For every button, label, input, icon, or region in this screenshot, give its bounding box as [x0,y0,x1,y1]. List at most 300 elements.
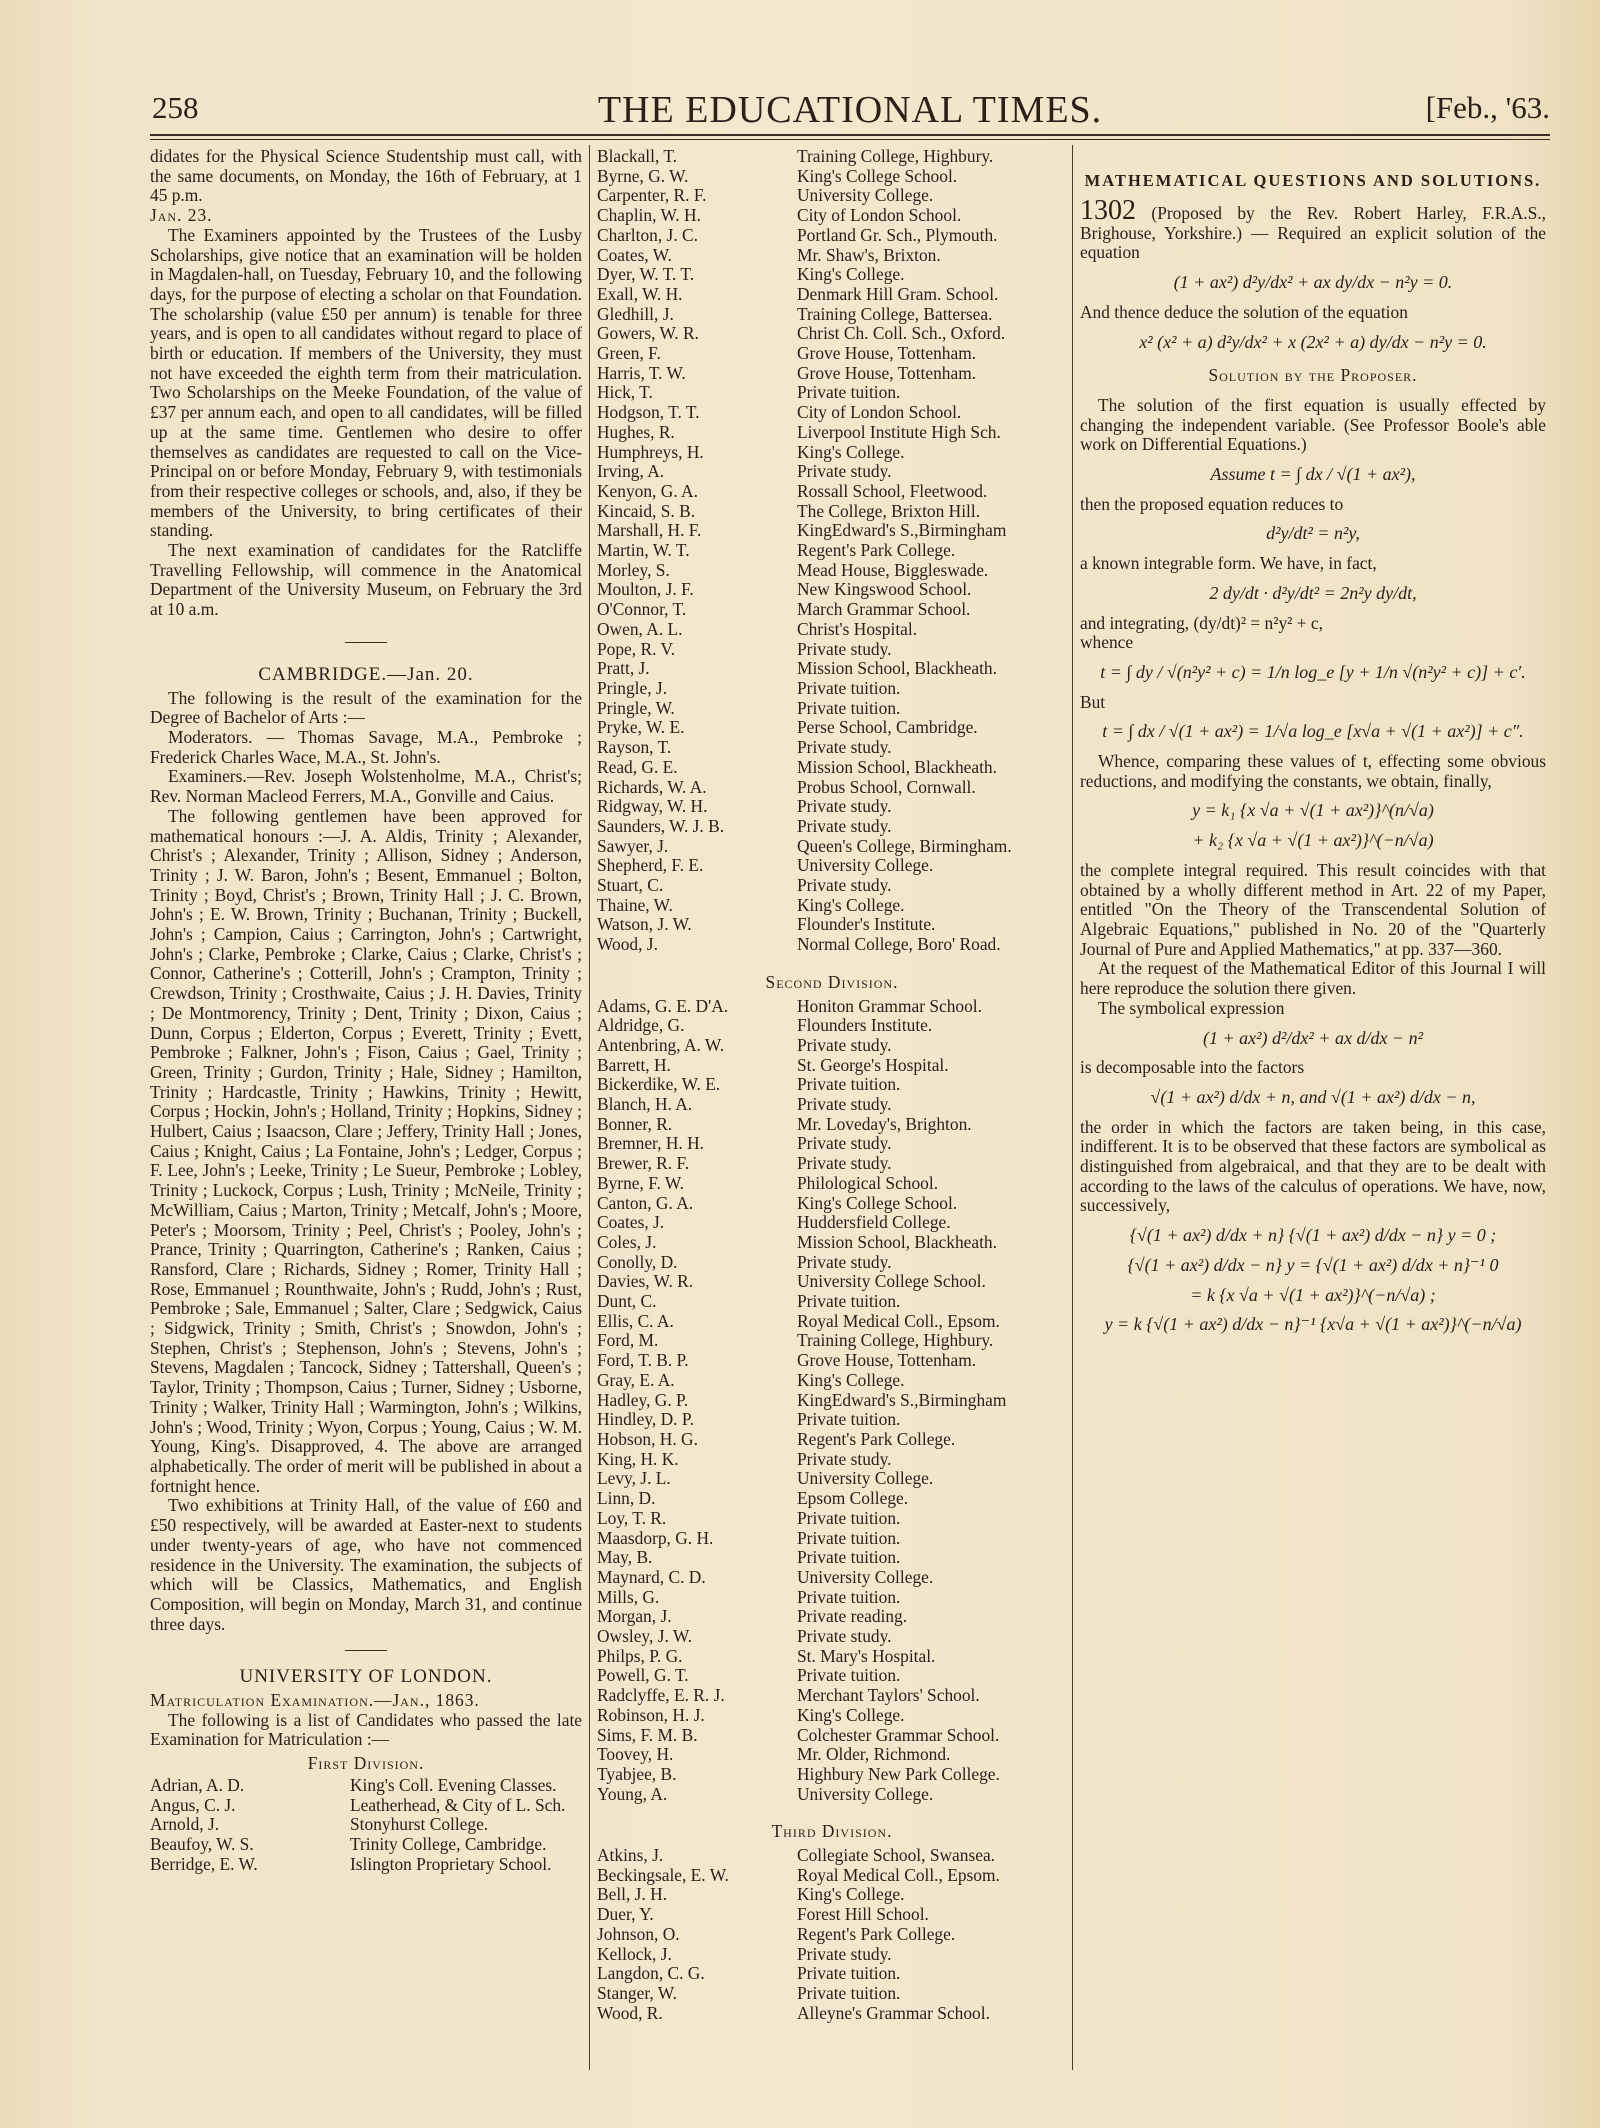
candidate-name: Johnson, O. [597,1923,680,1944]
paragraph: The Examiners appointed by the Trustees of the Lusby Scholarships, give notice that an examination will be holden in Magdalen-hall, on Tuesday, February 10, and the following days, for the purpose of electing a scholar on that Foundation. The scholarship (value £50 per annum) is tenable for three years, and is open to all candidates without regard to place of birth or education. If members of the University, they must not have exceeded the eighth term from their matriculation. Two Scholarships on the Meeke Foundation, of the value of £37 per annum each, and open to all candidates, will be filled up at the same time. Gentlemen who desire to offer themselves as candidates are requested to call on the Vice-Principal on or before Monday, February 9, with testimonials from their respective colleges or schools, and, also, if they be members of the University, to bring certificates of their standing. [150,224,582,541]
candidate-name: Hobson, H. G. [597,1429,698,1449]
candidate-name: Pryke, W. E. [597,717,685,738]
candidate-school: Mission School, Blackheath. [797,1231,997,1252]
question-number: 1302 [1080,195,1136,226]
list-row [597,1272,1067,1292]
list-row [597,403,1067,423]
equation: (1 + ax²) d²y/dx² + ax dy/dx − n²y = 0. [1173,272,1453,293]
candidate-name: Martin, W. T. [597,540,690,561]
candidate-name: King, H. K. [597,1448,679,1469]
equation: √(1 + ax²) d/dx + n, and √(1 + ax²) d/dx − n, [1150,1086,1476,1107]
honours-list: The following gentlemen have been approved for mathematical honours :—J. A. Aldis, Trinity ; Alexander, Christ's ; Alexander, Trinity ; Allison, Sidney ; Anderson, Trinity ; J. W. Baron, John's ; Besent, Emmanuel ; Bolton, Trinity ; Boyd, Christ's ; Brown, Trinity Hall ; J. C. Brown, John's ; E. W. Brown, Trinity ; Buchanan, Trinity ; Buckell, John's ; Campion, Caius ; Carrington, John's ; Cartwright, John's ; Clarke, Pembroke ; Clarke, Caius ; Clarke, Christ's ; Connor, Catherine's ; Cotterill, John's ; Crampton, Trinity ; Crewdson, Trinity ; Crosthwaite, Caius ; J. H. Davies, Trinity ; De Montmorency, Trinity ; Dent, Trinity ; Dixon, Caius ; Dunn, Corpus ; Elderton, Corpus ; Everett, Trinity ; Evett, Pembroke ; Falkner, John's ; Fison, Caius ; Gael, Trinity ; Green, Trinity ; Gurdon, Trinity ; Hale, Sidney ; Hamilton, Trinity ; Hardcastle, Trinity ; Hawkins, Trinity ; Hewitt, Corpus ; Hockin, John's ; Holland, Trinity ; Hopkins, Sidney ; Hulbert, Caius ; Isaacson, Clare ; Jeffery, Trinity Hall ; Jones, Caius ; Knight, Caius ; La Fontaine, John's ; Ledger, Corpus ; F. Lee, John's ; Leeke, Trinity ; Le Sueur, Pembroke ; Lobley, Trinity ; Luckock, Corpus ; Lush, Trinity ; McNeile, Trinity ; McWilliam, Caius ; Marton, Trinity ; Metcalf, John's ; Moore, Peter's ; Moorsom, Trinity ; Peel, Christ's ; Pooley, John's ; Prance, Trinity ; Quarrington, Catherine's ; Ranken, Caius ; Ransford, Clare ; Richards, Sidney ; Romer, Trinity Hall ; Rose, Emmanuel ; Rounthwaite, John's ; Rudd, John's ; Rust, Pembroke ; Sale, Emmanuel ; Salter, Clare ; Sedgwick, Caius ; Sidgwick, Trinity ; Smith, Christ's ; Snowdon, John's ; Stephen, Christ's ; Stephenson, John's ; Stevens, John's ; Stevens, Magdalen ; Tancock, Sidney ; Tattershall, Queen's ; Taylor, Trinity ; Thompson, Caius ; Turner, Sidney ; Usborne, Trinity ; Walker, Trinity Hall ; Warmington, John's ; Wilkins, John's ; Wood, Trinity ; Wyon, Corpus ; Young, Caius ; W. M. Young, King's. Disapproved, 4. The above are arranged alphabetically. The order of merit will be published in about a fortnight hence. [150,805,582,1496]
paragraph: a known integrable form. We have, in fact, [1080,553,1377,574]
candidate-name: Read, G. E. [597,756,678,777]
list-row [597,1134,1067,1154]
equation: t = ∫ dy / √(n²y² + c) = 1/n log_e [y + 1/n √(n²y² + c)] + c′. [1100,661,1526,682]
candidate-name: Ellis, C. A. [597,1310,674,1331]
candidate-school: KingEdward's S.,Birmingham [797,1389,1007,1410]
list-row [597,797,1067,817]
list-row [597,1450,1067,1470]
candidate-name: Sims, F. M. B. [597,1724,698,1745]
examiners-paragraph: Examiners.—Rev. Joseph Wolstenholme, M.A., Christ's; Rev. Norman Macleod Ferrers, M.A., Gonville and Caius. [150,766,582,807]
section-heading-math: MATHEMATICAL QUESTIONS AND SOLUTIONS. [1084,171,1542,190]
header-rule-thin [150,139,1550,140]
candidate-name: Barrett, H. [597,1054,671,1075]
candidate-school: King's College. [797,894,905,915]
candidate-school: Private study. [797,875,892,896]
list-row [597,1154,1067,1174]
candidate-name: Carpenter, R. F. [597,185,707,206]
candidate-name: Aldridge, G. [597,1015,685,1036]
list-row [597,1056,1067,1076]
candidate-name: Loy, T. R. [597,1507,667,1528]
candidate-name: Charlton, J. C. [597,224,698,245]
list-row [597,1925,1067,1945]
list-row [597,738,1067,758]
paragraph: the order in which the factors are taken being, in this case, indifferent. It is to be observed that these factors are symbolical as distinguished from algebraical, and that they are to be dealt with according to the laws of the calculus of operations. We have, now, successively, [1080,1116,1546,1216]
paragraph: The next examination of candidates for the Ratcliffe Travelling Fellowship, will commence in the Anatomical Department of the University Museum, on February the 3rd at 10 a.m. [150,540,582,620]
equation: {√(1 + ax²) d/dx + n} {√(1 + ax²) d/dx − n} y = 0 ; [1129,1225,1497,1246]
candidate-name: Exall, W. H. [597,283,683,304]
candidate-name: Pringle, J. [597,677,668,698]
list-row [597,521,1067,541]
candidate-name: Bickerdike, W. E. [597,1074,721,1095]
list-row [597,1866,1067,1886]
list-row [597,1016,1067,1036]
list-row [597,1765,1067,1785]
candidate-school: Philological School. [797,1172,939,1193]
list-row [597,1588,1067,1608]
candidate-name: Tyabjee, B. [597,1763,677,1784]
candidate-name: Brewer, R. F. [597,1153,690,1174]
candidate-school: March Grammar School. [797,599,971,620]
list-row [597,620,1067,640]
candidate-name: Gray, E. A. [597,1369,675,1390]
candidate-school: Royal Medical Coll., Epsom. [797,1310,1000,1331]
candidate-school: Private reading. [797,1606,908,1627]
list-row [150,1796,582,1816]
candidate-school: Training College, Highbury. [797,1330,994,1351]
paragraph: But [1080,691,1106,712]
candidate-name: Wood, R. [597,2002,663,2023]
candidate-school: Private tuition. [797,697,901,718]
candidate-name: Atkins, J. [597,1845,664,1866]
list-row [597,659,1067,679]
candidate-school: Private study. [797,1094,892,1115]
equation: {√(1 + ax²) d/dx − n} y = {√(1 + ax²) d/dx + n}⁻¹ 0 [1127,1254,1499,1275]
candidate-name: Blanch, H. A. [597,1094,693,1115]
candidate-name: Canton, G. A. [597,1192,694,1213]
list-row [597,1075,1067,1095]
list-row [597,265,1067,285]
candidate-school: Highbury New Park College. [797,1763,1000,1784]
page-number: 258 [152,90,199,125]
list-row [597,997,1067,1017]
list-row [597,383,1067,403]
list-row [597,856,1067,876]
list-row [597,1430,1067,1450]
candidate-name: Arnold, J. [150,1814,220,1835]
candidate-school: Grove House, Tottenham. [797,343,977,364]
equation: y = k {√(1 + ax²) d/dx − n}⁻¹ {x√a + √(1 + ax²)}^(−n/√a) [1104,1314,1522,1335]
candidate-school: Stonyhurst College. [350,1814,489,1835]
question-text: (Proposed by the Rev. Robert Harley, F.R.A.S., Brighouse, Yorkshire.) — Required an explicit solution of the equation [1080,203,1546,263]
candidate-name: Humphreys, H. [597,441,704,462]
candidate-name: Green, F. [597,343,661,364]
list-row [597,206,1067,226]
paragraph: and integrating, (dy/dt)² = n²y² + c, [1080,612,1323,633]
candidate-name: Hindley, D. P. [597,1409,694,1430]
list-row [597,718,1067,738]
candidate-school: King's College School. [797,1192,958,1213]
equation: 2 dy/dt · d²y/dt² = 2n²y dy/dt, [1209,582,1417,603]
list-row [597,679,1067,699]
equation: y = k₁ {x √a + √(1 + ax²)}^(n/√a) [1192,800,1434,821]
candidate-school: St. George's Hospital. [797,1054,949,1075]
candidate-school: Private study. [797,638,892,659]
candidate-school: Rossall School, Fleetwood. [797,480,988,501]
candidate-school: City of London School. [797,402,962,423]
division-heading-third: Third Division. [771,1821,893,1842]
list-row [597,226,1067,246]
candidate-name: Maynard, C. D. [597,1566,706,1587]
candidate-name: Kellock, J. [597,1943,672,1964]
candidate-name: Byrne, F. W. [597,1172,685,1193]
list-row [597,186,1067,206]
candidate-name: Adrian, A. D. [150,1774,245,1795]
list-row [597,1194,1067,1214]
list-row [597,1706,1067,1726]
paragraph: then the proposed equation reduces to [1080,493,1344,514]
candidate-school: Private tuition. [797,1074,901,1095]
candidate-school: Private tuition. [797,1507,901,1528]
candidate-school: Private study. [797,1943,892,1964]
list-row [150,1776,582,1796]
list-row [597,1371,1067,1391]
list-row [597,344,1067,364]
candidate-name: Pringle, W. [597,697,675,718]
list-row [597,364,1067,384]
candidate-name: Rayson, T. [597,737,672,758]
candidate-name: Irving, A. [597,461,665,482]
candidate-school: Private tuition. [797,1982,901,2003]
candidate-name: Wood, J. [597,934,658,955]
candidate-name: Conolly, D. [597,1251,678,1272]
list-row [597,167,1067,187]
candidate-school: Queen's College, Birmingham. [797,835,1012,856]
equation: + k₂ {x √a + √(1 + ax²)}^(−n/√a) [1192,830,1434,851]
candidate-name: Owen, A. L. [597,618,683,639]
list-row [597,246,1067,266]
candidate-school: Christ's Hospital. [797,618,918,639]
division-heading-first: First Division. [307,1753,425,1774]
candidate-name: Dunt, C. [597,1291,657,1312]
candidate-school: University College School. [797,1271,986,1292]
column-right [1080,170,1546,1345]
list-row [597,896,1067,916]
candidate-school: Flounder's Institute. [797,914,936,935]
candidate-school: Regent's Park College. [797,1923,956,1944]
list-row [597,1391,1067,1411]
separator-rule [345,1650,387,1651]
candidate-school: Epsom College. [797,1488,909,1509]
equation: = k {x √a + √(1 + ax²)}^(−n/√a) ; [1190,1284,1436,1305]
candidate-school: City of London School. [797,205,962,226]
candidate-school: Private tuition. [797,1527,901,1548]
candidate-name: Adams, G. E. D'A. [597,995,729,1016]
list-row [597,1095,1067,1115]
candidate-name: Duer, Y. [597,1904,654,1925]
candidate-school: Huddersfield College. [797,1212,951,1233]
candidate-school: University College. [797,1783,934,1804]
candidate-school: Private tuition. [797,1665,901,1686]
candidate-school: Forest Hill School. [797,1904,929,1925]
candidate-school: Mr. Loveday's, Brighton. [797,1113,972,1134]
candidate-school: Flounders Institute. [797,1015,933,1036]
candidate-name: Pope, R. V. [597,638,676,659]
equation: x² (x² + a) d²y/dx² + x (2x² + a) dy/dx − n²y = 0. [1139,331,1487,352]
candidate-name: Morley, S. [597,559,670,580]
candidate-school: Private tuition. [797,1547,901,1568]
candidate-name: Radclyffe, E. R. J. [597,1685,725,1706]
candidate-school: Colchester Grammar School. [797,1724,1000,1745]
candidate-school: Training College, Highbury. [797,146,994,166]
candidate-name: Watson, J. W. [597,914,692,935]
publication-title: THE EDUCATIONAL TIMES. [597,89,1103,131]
candidate-name: Byrne, G. W. [597,165,689,186]
candidate-list-third [597,1846,1067,2023]
equation: (1 + ax²) d²/dx² + ax d/dx − n² [1203,1027,1423,1048]
paragraph: The symbolical expression [1098,997,1285,1018]
list-row [597,1115,1067,1135]
column-divider-2 [1072,145,1073,2070]
candidate-school: Private study. [797,815,892,836]
list-row [597,1331,1067,1351]
candidate-school: King's College. [797,1704,905,1725]
candidate-school: Training College, Battersea. [797,303,993,324]
candidate-name: Hadley, G. P. [597,1389,689,1410]
candidate-school: KingEdward's S.,Birmingham [797,520,1007,541]
list-row [597,1410,1067,1430]
candidate-school: Private tuition. [797,1586,901,1607]
candidate-name: Ridgway, W. H. [597,796,708,817]
moderators-paragraph: Moderators. — Thomas Savage, M.A., Pembroke ; Frederick Charles Wace, M.A., St. John's. [150,726,582,767]
candidate-school: Honiton Grammar School. [797,995,982,1016]
issue-date: [Feb., '63. [1425,90,1550,125]
list-row [597,1253,1067,1273]
candidate-school: Mission School, Blackheath. [797,658,997,679]
candidate-name: Maasdorp, G. H. [597,1527,714,1548]
candidate-school: University College. [797,1566,934,1587]
list-row [597,1647,1067,1667]
paragraph: The following is a list of Candidates who passed the late Examination for Matriculation :— [150,1709,582,1750]
column-left [150,147,582,1874]
candidate-school: Perse School, Cambridge. [797,717,978,738]
candidate-school: Denmark Hill Gram. School. [797,283,999,304]
candidate-school: Private study. [797,1448,892,1469]
candidate-school: King's College. [797,264,905,285]
candidate-name: Ford, M. [597,1330,659,1351]
candidate-school: Alleyne's Grammar School. [797,2002,990,2023]
list-row [597,1548,1067,1568]
list-row [597,561,1067,581]
candidate-school: Christ Ch. Coll. Sch., Oxford. [797,323,1006,344]
candidate-name: Saunders, W. J. B. [597,815,725,836]
candidate-name: Kincaid, S. B. [597,500,696,521]
list-row [597,1785,1067,1805]
list-row [597,1233,1067,1253]
candidate-school: Private tuition. [797,1409,901,1430]
candidate-school: Trinity College, Cambridge. [350,1833,547,1854]
candidate-name: Morgan, J. [597,1606,672,1627]
candidate-school: Private tuition. [797,1291,901,1312]
list-row [597,443,1067,463]
candidate-name: Hughes, R. [597,421,675,442]
paragraph: Two exhibitions at Trinity Hall, of the value of £60 and £50 respectively, will be awarded at Easter-next to students under twenty-years of age, who have not commenced residence in the University. The examination, the subjects of which will be Classics, Mathematics, and English Composition, will begin on Monday, March 31, and continue three days. [150,1495,582,1634]
list-row [597,876,1067,896]
list-row [597,482,1067,502]
candidate-school: Mr. Older, Richmond. [797,1744,951,1765]
candidate-school: Leatherhead, & City of L. Sch. [350,1794,566,1815]
question-paragraph [1080,195,1546,263]
candidate-name: Pratt, J. [597,658,650,679]
list-row [597,837,1067,857]
list-row [597,1984,1067,2004]
list-row [597,915,1067,935]
candidate-school: Islington Proprietary School. [350,1853,552,1874]
list-row [597,462,1067,482]
candidate-name: Antenbring, A. W. [597,1034,725,1055]
candidate-name: Hodgson, T. T. [597,402,700,423]
list-row [597,502,1067,522]
paragraph: the complete integral required. This result coincides with that obtained by a wholly different method in Art. 22 of my Paper, entitled "On the Theory of the Transcendental Solution of Algebraic Equations," published in No. 20 of the "Quarterly Journal of Pure and Applied Mathematics," at pp. 337—360. [1080,859,1546,959]
paragraph: is decomposable into the factors [1080,1057,1305,1078]
candidate-name: Levy, J. L. [597,1468,671,1489]
list-row [597,324,1067,344]
candidate-name: Stuart, C. [597,875,664,896]
candidate-name: O'Connor, T. [597,599,687,620]
paragraph: The following is the result of the examination for the Degree of Bachelor of Arts :— [150,687,582,728]
page-header [150,88,1550,131]
list-row [597,1469,1067,1489]
candidate-school: King's College School. [797,165,958,186]
candidate-school: Royal Medical Coll., Epsom. [797,1864,1000,1885]
paragraph: And thence deduce the solution of the equation [1080,301,1408,322]
candidate-name: Shepherd, F. E. [597,855,704,876]
candidate-school: Private study. [797,737,892,758]
candidate-name: Stanger, W. [597,1982,677,2003]
candidate-name: Angus, C. J. [150,1794,236,1815]
list-row [597,1846,1067,1866]
candidate-school: New Kingswood School. [797,579,972,600]
list-row [597,1292,1067,1312]
candidate-school: Mission School, Blackheath. [797,756,997,777]
list-row [597,1568,1067,1588]
list-row [597,1174,1067,1194]
list-row [150,1835,582,1855]
paragraph: At the request of the Mathematical Editor of this Journal I will here reproduce the solution there given. [1080,958,1546,999]
candidate-name: Bonner, R. [597,1113,673,1134]
candidate-name: Harris, T. W. [597,362,686,383]
candidate-name: Marshall, H. F. [597,520,702,541]
equation: t = ∫ dx / √(1 + ax²) = 1/√a log_e [x√a + √(1 + ax²)] + c″. [1102,721,1524,742]
candidate-school: Normal College, Boro' Road. [797,934,1001,955]
equation: d²y/dt² = n²y, [1266,523,1360,544]
list-row [597,1607,1067,1627]
paragraph: didates for the Physical Science Studentship must call, with the same documents, on Monday, the 16th of February, at 1 45 p.m. [150,146,582,206]
list-row [597,1509,1067,1529]
candidate-school: Private study. [797,1133,892,1154]
list-row [597,1905,1067,1925]
candidate-school: Collegiate School, Swansea. [797,1845,996,1866]
list-row [597,1529,1067,1549]
candidate-school: University College. [797,855,934,876]
list-row [597,541,1067,561]
candidate-name: Gledhill, J. [597,303,674,324]
candidate-list-first [150,1776,582,1875]
candidate-name: Linn, D. [597,1488,656,1509]
candidate-name: Sawyer, J. [597,835,669,856]
list-row [597,935,1067,955]
subheading-matriculation: Matriculation Examination.—Jan., 1863. [150,1690,480,1711]
candidate-name: Bell, J. H. [597,1884,668,1905]
candidate-list-second [597,997,1067,1805]
candidate-school: Grove House, Tottenham. [797,1350,977,1371]
candidate-school: Private study. [797,1251,892,1272]
candidate-name: Mills, G. [597,1586,660,1607]
candidate-name: Coates, W. [597,244,672,265]
list-row [597,423,1067,443]
candidate-school: Mead House, Biggleswade. [797,559,989,580]
candidate-school: University College. [797,1468,934,1489]
list-row [597,699,1067,719]
candidate-school: Liverpool Institute High Sch. [797,421,1001,442]
separator-rule [345,642,387,643]
candidate-school: Private study. [797,1034,892,1055]
section-heading-london: UNIVERSITY OF LONDON. [239,1666,493,1688]
candidate-school: Portland Gr. Sch., Plymouth. [797,224,998,245]
list-row [597,758,1067,778]
list-row [597,1627,1067,1647]
candidate-name: Owsley, J. W. [597,1626,693,1647]
list-row [597,1686,1067,1706]
candidate-school: Private study. [797,1626,892,1647]
candidate-name: Coles, J. [597,1231,657,1252]
candidate-name: Richards, W. A. [597,776,707,797]
candidate-name: Berridge, E. W. [150,1853,258,1874]
list-row [597,1351,1067,1371]
candidate-school: Private study. [797,1153,892,1174]
candidate-school: Mr. Shaw's, Brixton. [797,244,941,265]
candidate-school: University College. [797,185,934,206]
candidate-name: Philps, P. G. [597,1645,683,1666]
column-middle [597,147,1067,2023]
list-row [597,1036,1067,1056]
list-row [597,305,1067,325]
candidate-school: Private study. [797,461,892,482]
list-row [597,1726,1067,1746]
candidate-name: Bremner, H. H. [597,1133,705,1154]
paragraph: whence [1080,632,1134,653]
list-row [597,1489,1067,1509]
candidate-name: Davies, W. R. [597,1271,694,1292]
division-heading-second: Second Division. [765,971,899,992]
candidate-name: Beaufoy, W. S. [150,1833,254,1854]
candidate-name: Young, A. [597,1783,668,1804]
list-row [597,147,1067,167]
candidate-name: May, B. [597,1547,653,1568]
candidate-name: Langdon, C. G. [597,1963,705,1984]
